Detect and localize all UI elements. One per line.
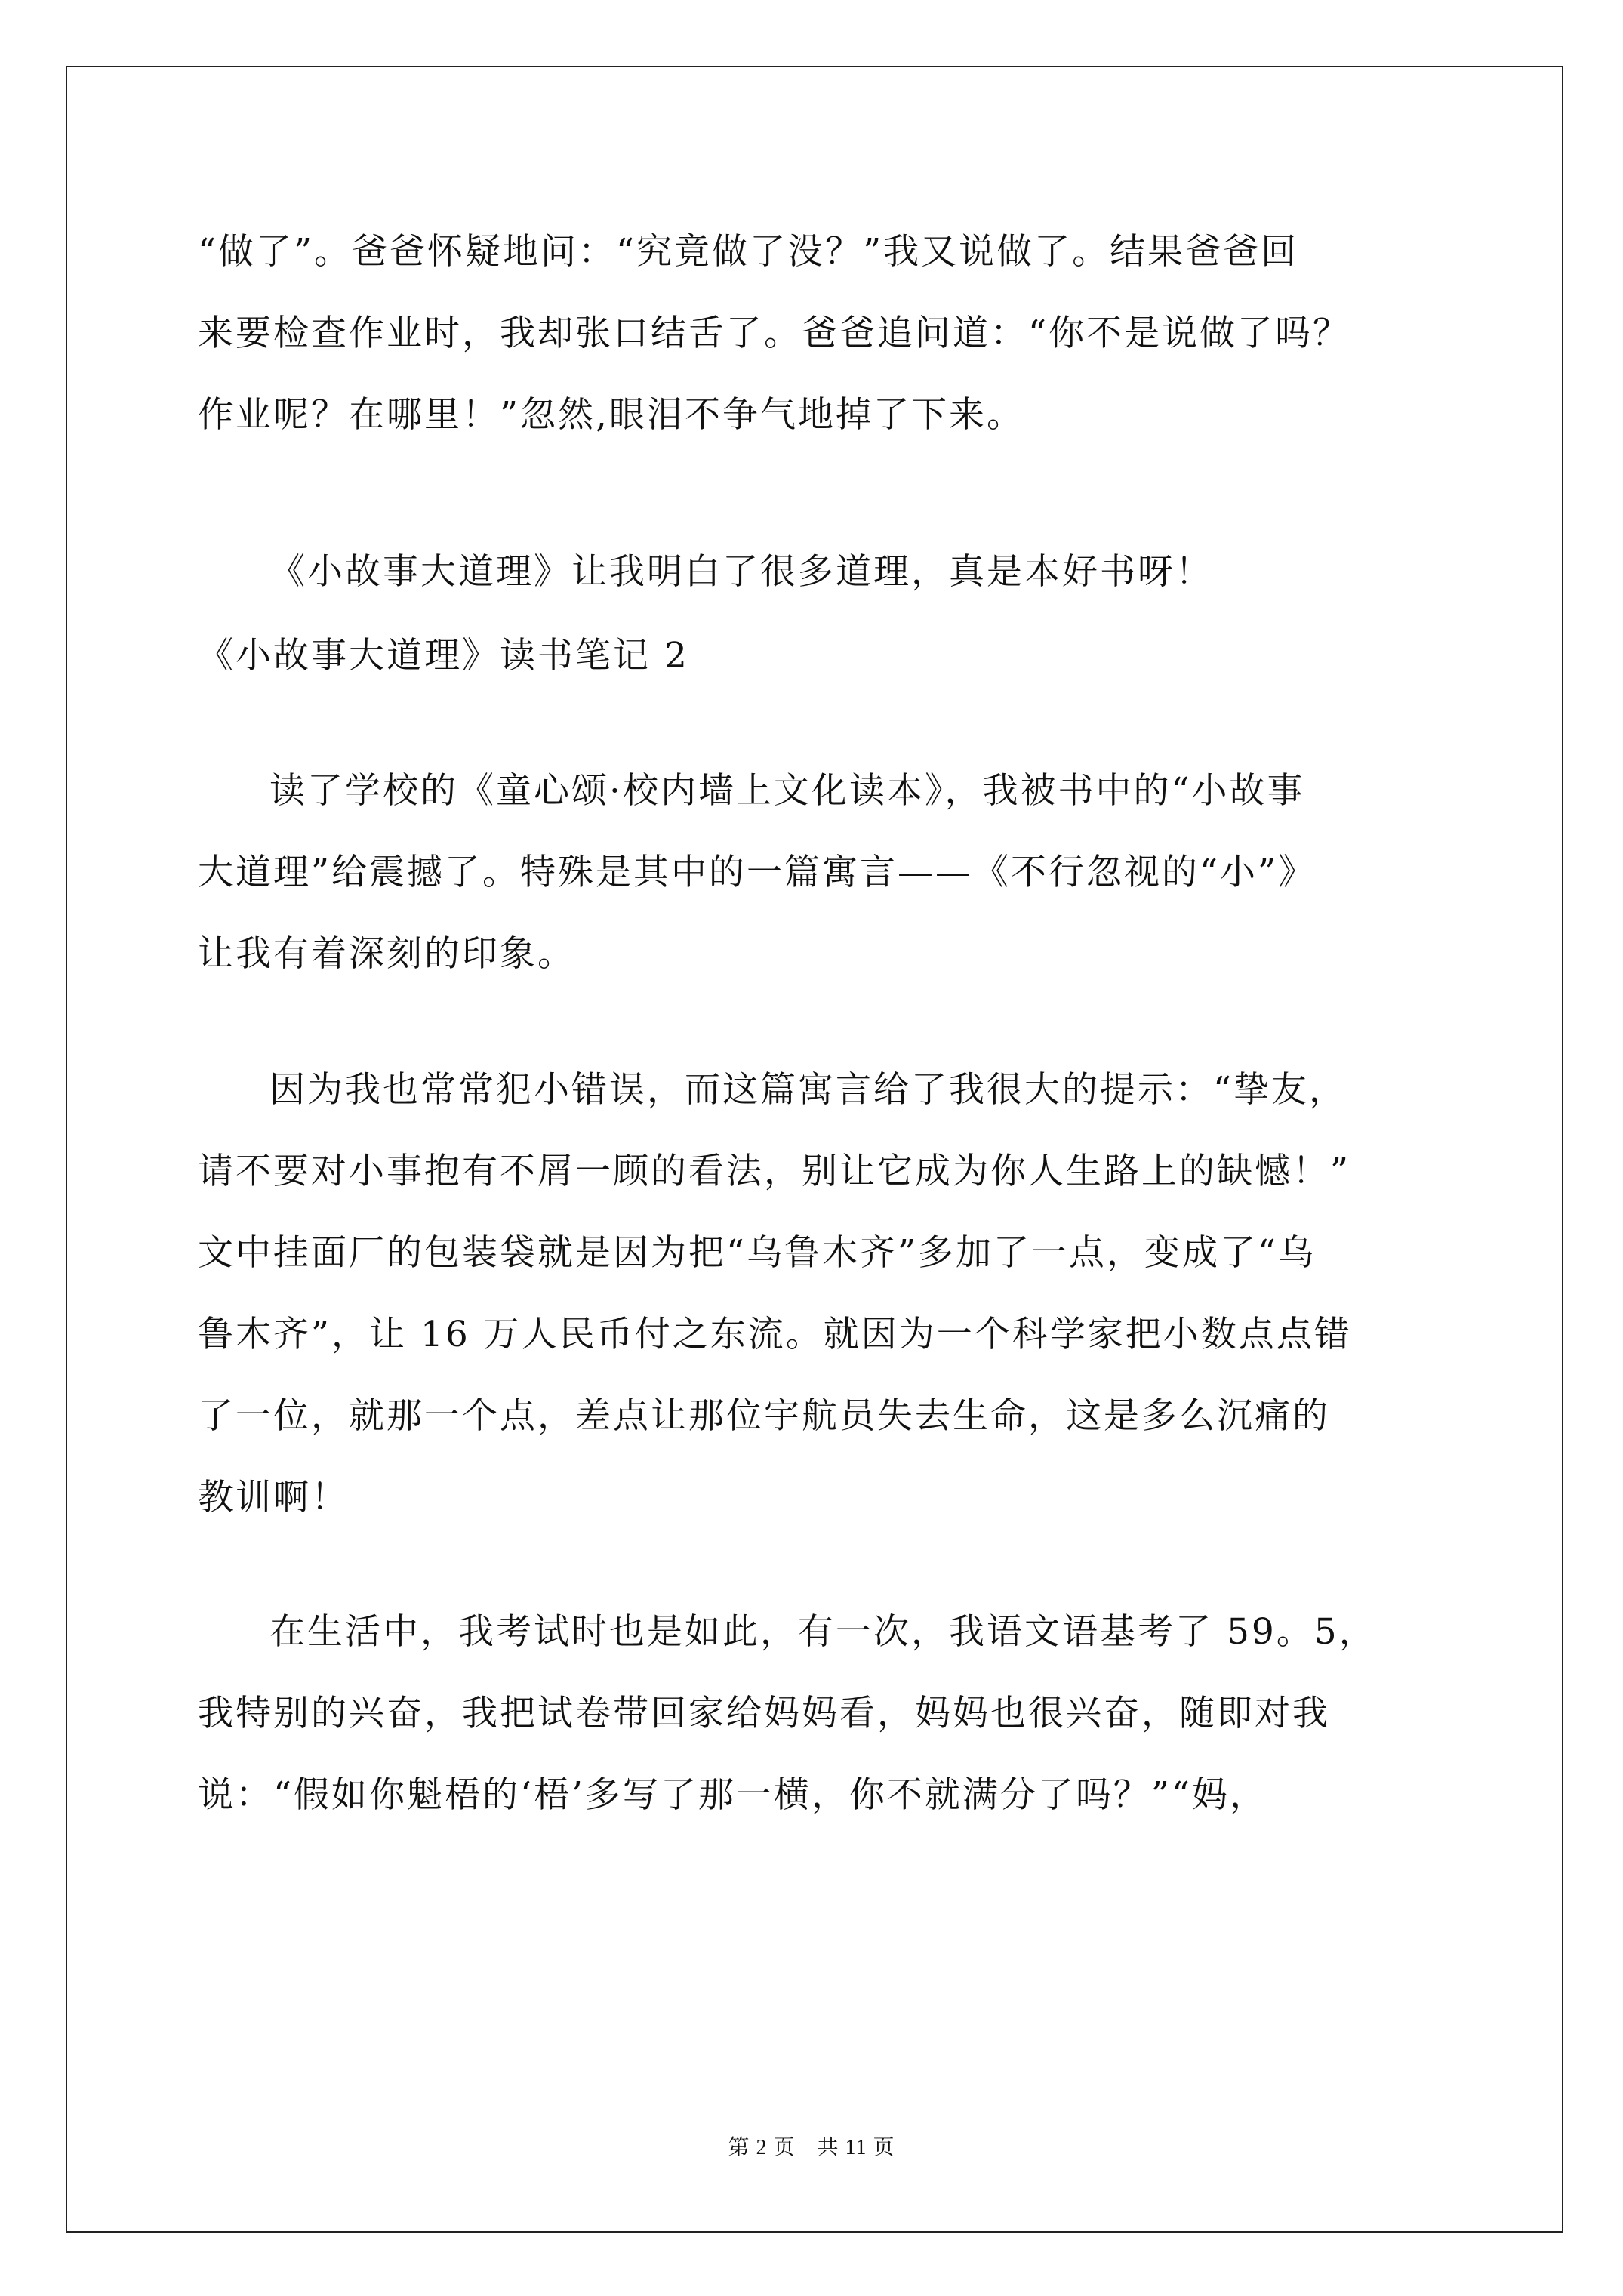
body-line: 来要检查作业时，我却张口结舌了。爸爸追问道：“你不是说做了吗？	[198, 313, 1351, 354]
body-line: 在生活中，我考试时也是如此，有一次，我语文语基考了 59。5，	[269, 1611, 1377, 1653]
body-line: 因为我也常常犯小错误，而这篇寓言给了我很大的提示：“挚友，	[269, 1069, 1347, 1111]
body-line: 《小故事大道理》让我明白了很多道理，真是本好书呀！	[269, 551, 1213, 593]
body-line: 请不要对小事抱有不屑一顾的看法，别让它成为你人生路上的缺憾！”	[198, 1151, 1351, 1192]
page-number: 第 2 页 共 11 页	[728, 2136, 895, 2159]
body-line: 鲁木齐”，让 16 万人民币付之东流。就因为一个科学家把小数点点错	[198, 1314, 1352, 1355]
body-line: 文中挂面厂的包装袋就是因为把“乌鲁木齐”多加了一点，变成了“乌	[198, 1232, 1317, 1274]
body-line: 让我有着深刻的印象。	[198, 933, 575, 975]
section-heading: 《小故事大道理》读书笔记 2	[198, 635, 689, 676]
body-line: 作业呢？在哪里！”忽然,眼泪不争气地掉了下来。	[198, 394, 1024, 436]
body-line: 读了学校的《童心颂·校内墙上文化读本》，我被书中的“小故事	[269, 770, 1305, 812]
body-line: 我特别的兴奋，我把试卷带回家给妈妈看，妈妈也很兴奋，随即对我	[198, 1693, 1330, 1734]
body-line: 说：“假如你魁梧的‘梧’多写了那一横，你不就满分了吗？”“妈，	[198, 1774, 1267, 1816]
body-line: 大道理”给震撼了。特殊是其中的一篇寓言——《不行忽视的“小”》	[198, 852, 1317, 893]
body-line: “做了”。爸爸怀疑地问：“究竟做了没？”我又说做了。结果爸爸回	[198, 231, 1299, 273]
body-line: 教训啊！	[198, 1477, 349, 1518]
body-line: 了一位，就那一个点，差点让那位宇航员失去生命，这是多么沉痛的	[198, 1395, 1330, 1437]
